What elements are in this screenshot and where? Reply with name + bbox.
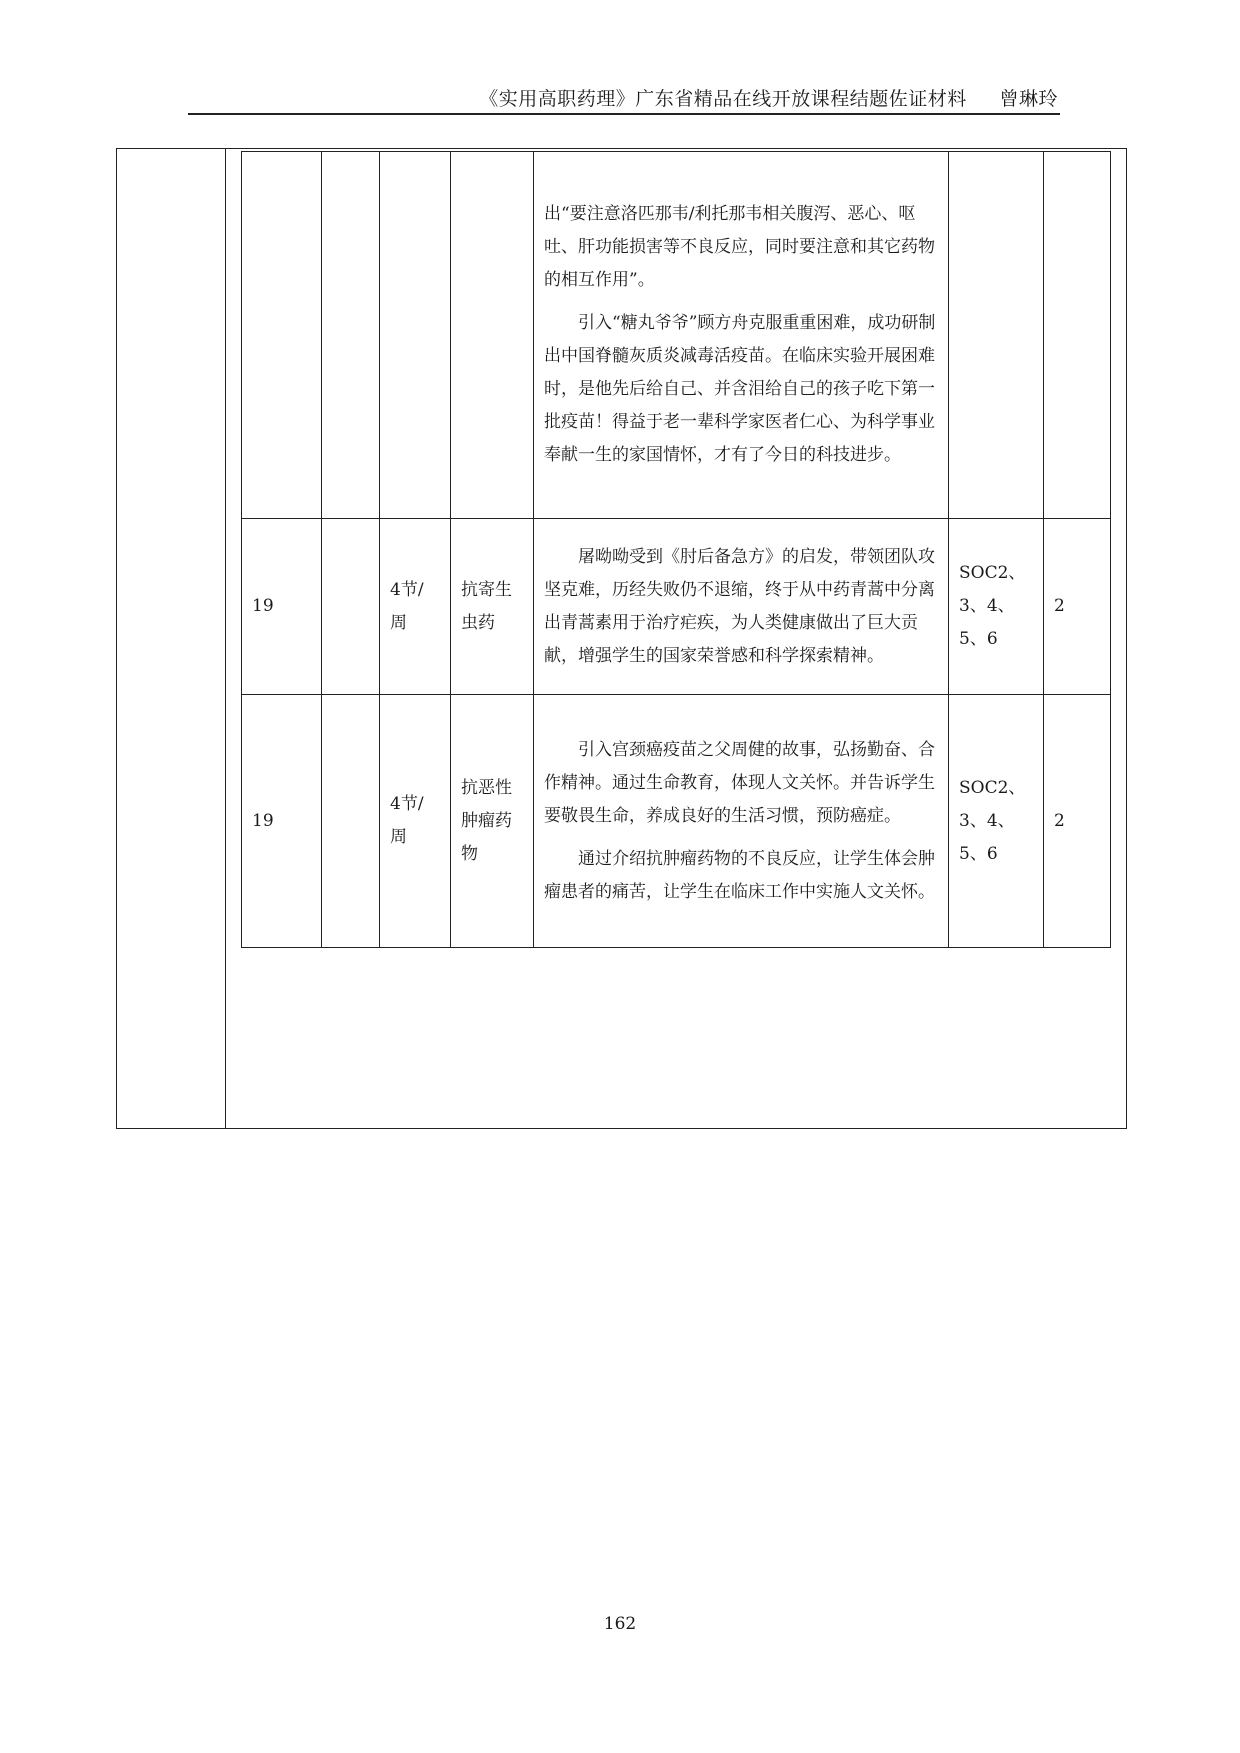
cell-description	[534, 152, 949, 519]
cell-topic: 抗寄生虫药	[451, 519, 534, 695]
cell-score	[1044, 152, 1111, 519]
cell-week: 19	[242, 695, 322, 948]
cell-col2	[322, 519, 380, 695]
cell-hours: 4节/周	[380, 695, 451, 948]
page-number: 162	[603, 1614, 637, 1634]
cell-hours	[380, 152, 451, 519]
table-row	[242, 152, 1111, 519]
cell-col2	[322, 695, 380, 948]
page-header	[188, 84, 1058, 111]
header-title: 《实用高职药理》广东省精品在线开放课程结题佐证材料	[479, 88, 967, 110]
cell-week: 19	[242, 519, 322, 695]
cell-topic: 抗恶性肿瘤药物	[451, 695, 534, 948]
header-author: 曾琳玲	[999, 88, 1058, 110]
cell-week	[242, 152, 322, 519]
cell-topic	[451, 152, 534, 519]
cell-soc: SOC2、3、4、5、6	[949, 695, 1044, 948]
cell-soc	[949, 152, 1044, 519]
description-paragraph: 出“要注意洛匹那韦/利托那韦相关腹泻、恶心、呕吐、肝功能损害等不良反应，同时要注意和其它药物的相互作用”。	[544, 204, 935, 290]
cell-score: 2	[1044, 695, 1111, 948]
outer-column-divider	[225, 148, 226, 1129]
description-paragraph: 引入宫颈癌疫苗之父周健的故事，弘扬勤奋、合作精神。通过生命教育，体现人文关怀。并告诉学生要敬畏生命，养成良好的生活习惯，预防癌症。	[544, 739, 935, 826]
schedule-table	[241, 151, 1111, 948]
table-row	[242, 519, 1111, 695]
cell-description	[534, 695, 949, 948]
cell-score: 2	[1044, 519, 1111, 695]
table-row	[242, 695, 1111, 948]
description-paragraph: 屠呦呦受到《肘后备急方》的启发，带领团队攻坚克难，历经失败仍不退缩，终于从中药青蒿中分离出青蒿素用于治疗疟疾，为人类健康做出了巨大贡献，增强学生的国家荣誉感和科学探索精神。	[544, 546, 935, 666]
header-rule	[188, 113, 1060, 115]
cell-description	[534, 519, 949, 695]
description-paragraph: 通过介绍抗肿瘤药物的不良反应，让学生体会肿瘤患者的痛苦，让学生在临床工作中实施人文关怀。	[544, 848, 935, 902]
cell-col2	[322, 152, 380, 519]
cell-soc: SOC2、3、4、5、6	[949, 519, 1044, 695]
cell-hours: 4节/周	[380, 519, 451, 695]
description-paragraph: 引入“糖丸爷爷”顾方舟克服重重困难，成功研制出中国脊髓灰质炎减毒活疫苗。在临床实验开展困难时，是他先后给自己、并含泪给自己的孩子吃下第一批疫苗！得益于老一辈科学家医者仁心、为科学事业奉献一生的家国情怀，才有了今日的科技进步。	[544, 313, 936, 465]
